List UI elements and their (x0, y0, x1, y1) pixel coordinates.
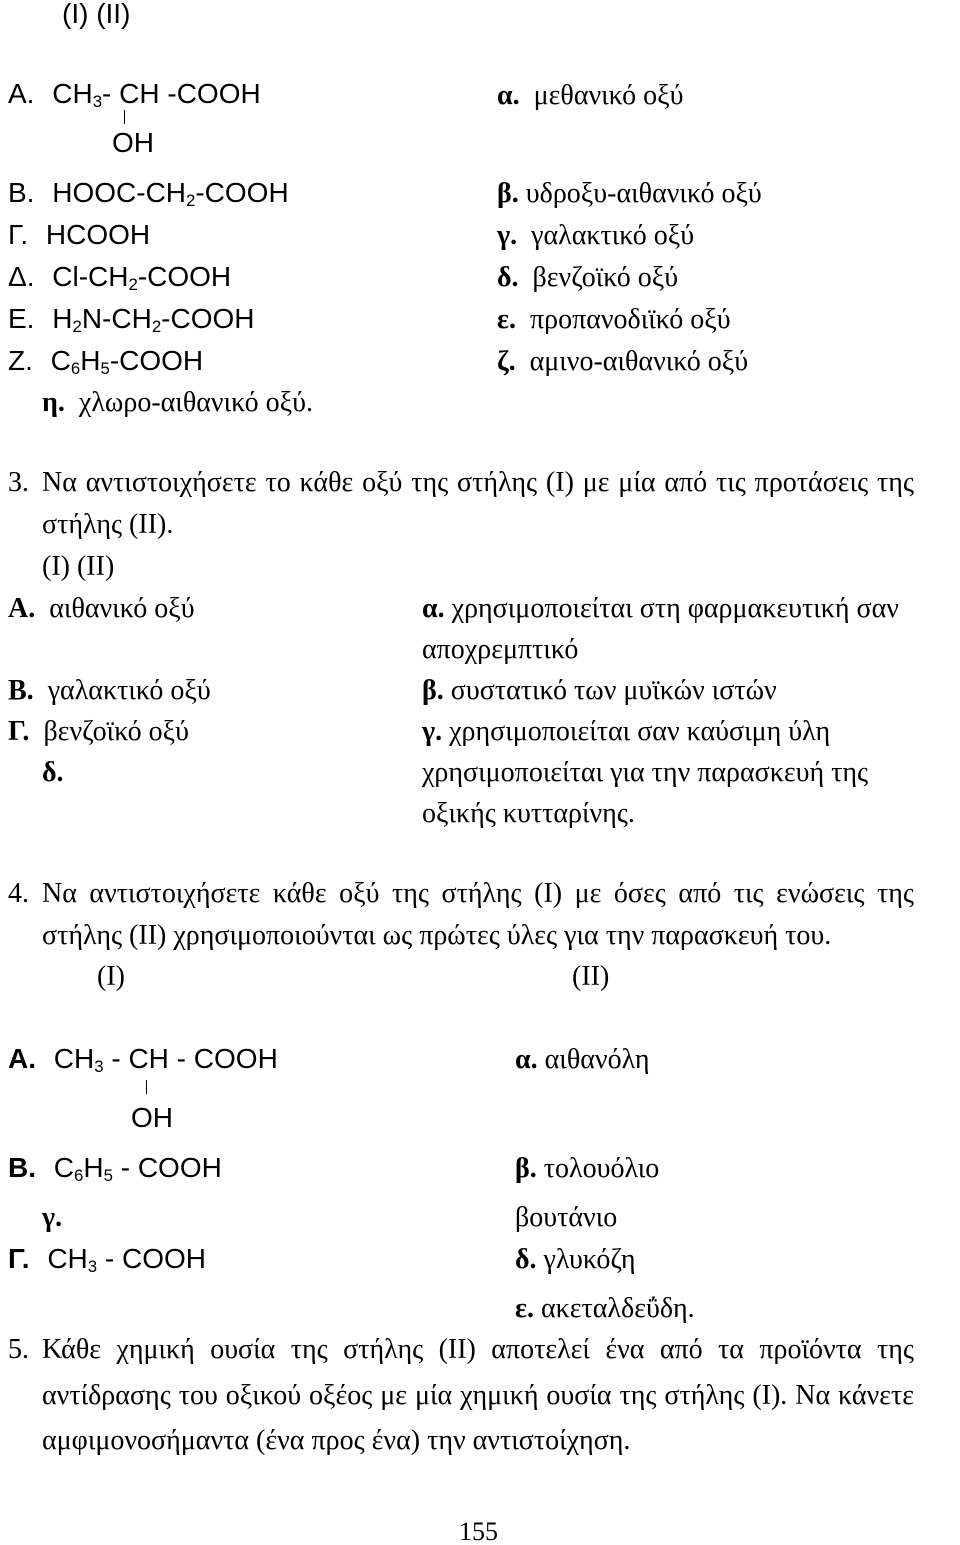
question-number: 5. (8, 1334, 29, 1365)
hydroxyl-group: OH (131, 1102, 173, 1133)
list-item: ε. ακεταλδεΰδη. (515, 1293, 695, 1324)
item-letter: Α. (8, 78, 35, 109)
acid-name-item: δ. βενζοϊκό οξύ (497, 262, 679, 293)
list-item: αποχρεμπτικό (422, 634, 579, 665)
formula-b: Β. HOOC-$CH_2$-COOH (8, 177, 289, 211)
question-text: Κάθε χημική ουσία της στήλης (ΙΙ) αποτελεί ένα από τα προϊόντα της (42, 1334, 914, 1365)
question-text: στήλης (ΙΙ). (42, 509, 174, 540)
formula-d: Δ. $Cl-CH_2$-COOH (8, 261, 232, 295)
list-item: γ. χρησιμοποιείται σαν καύσιμη ύλη (422, 716, 831, 747)
question-text: αντίδρασης του οξικού οξέος με μία χημική ουσία της στήλης (Ι). Να κάνετε (42, 1380, 914, 1411)
formula-b: Β. $C_6H_5$ - COOH (8, 1152, 222, 1186)
list-item: α. αιθανόλη (515, 1044, 650, 1075)
list-item: βουτάνιο (515, 1202, 618, 1233)
formula-a: Α. $CH_3$ - CH - COOH (8, 1043, 278, 1077)
list-item: β. συστατικό των μυϊκών ιστών (422, 675, 777, 706)
list-item: α. χρησιμοποιείται στη φαρμακευτική σαν (422, 593, 899, 624)
bond-line (124, 110, 125, 124)
column-header: (Ι) (ΙΙ) (42, 551, 115, 582)
acid-name-item: γ. γαλακτικό οξύ (497, 220, 695, 251)
formula-a: Α. $CH_3-$ CH -COOH (8, 78, 261, 112)
column-header: (I) (II) (62, 0, 131, 29)
acid-name-item: ε. προπανοδιϊκό οξύ (497, 304, 731, 335)
list-item: χρησιμοποιείται για την παρασκευή της (422, 757, 869, 788)
bond-line (146, 1080, 147, 1094)
acid-name-item: ζ. αμινο-αιθανικό οξύ (497, 346, 749, 377)
question-text: αμφιμονοσήμαντα (ένα προς ένα) την αντιστοίχηση. (42, 1425, 631, 1456)
list-item: β. τολουόλιο (515, 1153, 660, 1184)
formula-c: Γ. HCOOH (8, 219, 151, 250)
question-text: στήλης (ΙΙ) χρησιμοποιούνται ως πρώτες ύλες για την παρασκευή του. (42, 920, 832, 951)
acid-name-item: η. χλωρο-αιθανικό οξύ. (42, 387, 313, 418)
list-item: Β. γαλακτικό οξύ (8, 675, 211, 706)
hydroxyl-group: OH (112, 127, 154, 158)
formula-z: Ζ. $C_6H_5$-COOH (8, 345, 204, 379)
question-number: 4. (8, 878, 29, 909)
page-number: 155 (459, 1517, 498, 1545)
list-item-letter: δ. (42, 757, 64, 788)
formula-e: Ε. $H_2N-CH_2$-COOH (8, 303, 255, 337)
acid-name-item: α. μεθανικό οξύ (497, 80, 684, 111)
question-text: Να αντιστοιχήσετε κάθε οξύ της στήλης (Ι) με όσες από τις ενώσεις της (42, 878, 914, 909)
question-text: Να αντιστοιχήσετε το κάθε οξύ της στήλης (Ι) με μία από τις προτάσεις της (42, 467, 914, 498)
column-header: (Ι) (97, 961, 125, 992)
formula-c: Γ. $CH_3$ - COOH (8, 1243, 207, 1277)
list-item: οξικής κυτταρίνης. (422, 798, 635, 829)
list-item: δ. γλυκόζη (515, 1244, 636, 1275)
acid-name-item: β. υδροξυ-αιθανικό οξύ (497, 178, 762, 209)
list-item-letter: γ. (42, 1202, 63, 1233)
question-number: 3. (8, 467, 29, 498)
list-item: Γ. βενζοϊκό οξύ (8, 716, 190, 747)
column-header: (ΙΙ) (572, 961, 610, 992)
list-item: Α. αιθανικό οξύ (8, 593, 195, 624)
